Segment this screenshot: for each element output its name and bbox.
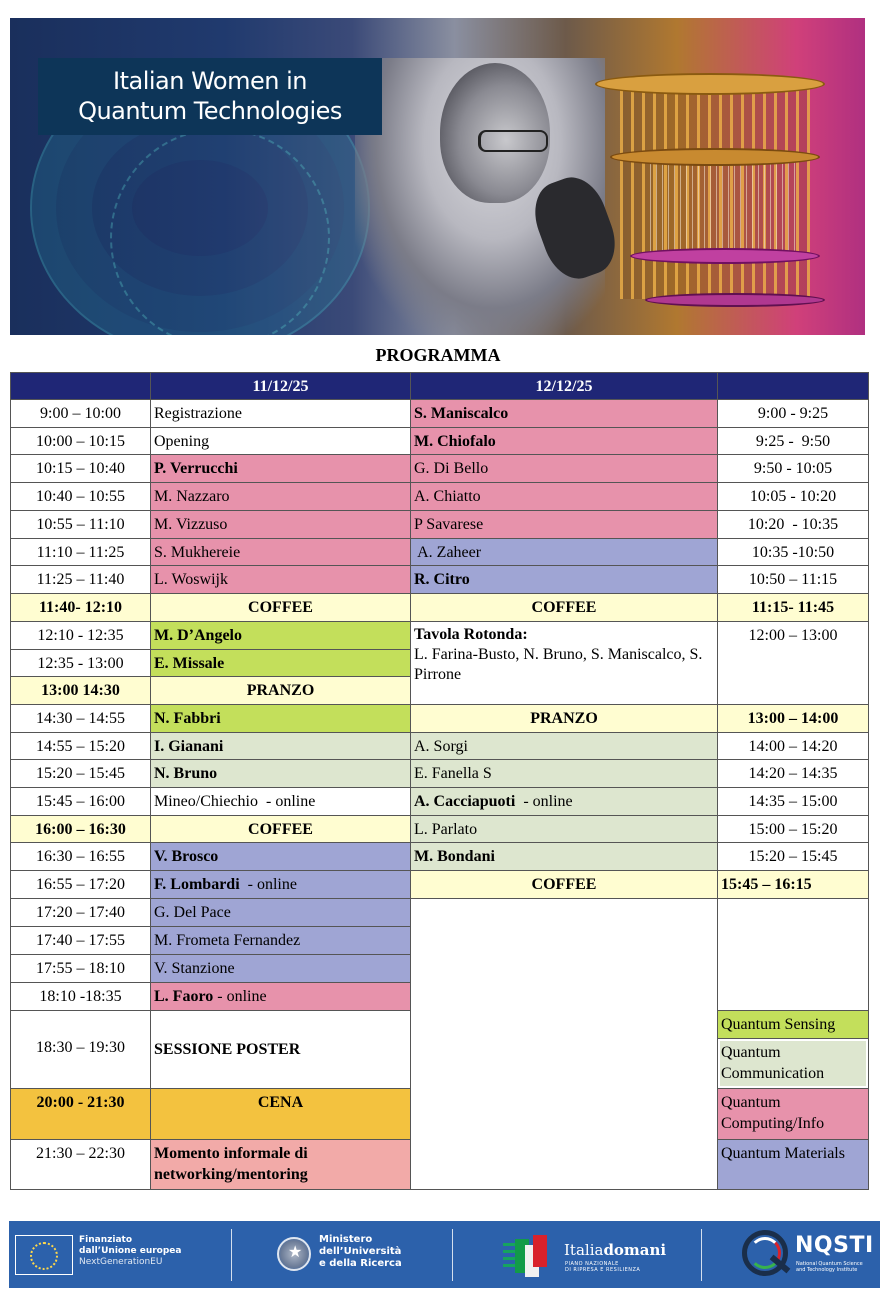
- italiadomani-sub1: PIANO NAZIONALE: [565, 1261, 619, 1267]
- day1-time: 11:25 – 11:40: [10, 566, 151, 594]
- nqsti-sub1: National Quantum Science: [796, 1261, 863, 1267]
- day1-time: 15:20 – 15:45: [10, 760, 151, 788]
- day1-talk: V. Stanzione: [151, 955, 411, 983]
- day1-time: 16:55 – 17:20: [10, 871, 151, 899]
- mur-line1: Ministero: [319, 1234, 373, 1245]
- eu-line3: NextGenerationEU: [79, 1257, 163, 1267]
- day1-talk: M. Vizzuso: [151, 511, 411, 539]
- day2-time: 9:25 - 9:50: [718, 428, 869, 455]
- banner-glasses-icon: [478, 130, 548, 152]
- day1-time: 17:40 – 17:55: [10, 927, 151, 955]
- day1-time: 10:15 – 10:40: [10, 455, 151, 483]
- day1-time: 10:55 – 11:10: [10, 511, 151, 539]
- day2-empty-block: [411, 899, 718, 1190]
- logo-divider: [231, 1229, 232, 1281]
- day1-talk: M. Frometa Fernandez: [151, 927, 411, 955]
- day1-time: 10:40 – 10:55: [10, 483, 151, 511]
- day2-talk: P Savarese: [411, 511, 718, 539]
- italiadomani-flag-icon: [503, 1231, 553, 1281]
- italian-republic-emblem-icon: ★: [277, 1237, 311, 1271]
- day2-talk: G. Di Bello: [411, 455, 718, 483]
- day2-time: 10:35 -10:50: [718, 539, 869, 566]
- speaker-name: F. Lombardi: [154, 876, 240, 893]
- day1-time: 11:10 – 11:25: [10, 539, 151, 566]
- italiadomani-sub2: DI RIPRESA E RESILIENZA: [565, 1267, 641, 1273]
- day1-coffee-break: COFFEE: [151, 594, 411, 622]
- day1-talk: I. Gianani: [151, 733, 411, 760]
- italiadomani-subtitle: [565, 1261, 640, 1273]
- day1-time: 10:00 – 10:15: [10, 428, 151, 455]
- day1-time: 14:30 – 14:55: [10, 705, 151, 733]
- day1-dinner: CENA: [151, 1089, 411, 1140]
- day1-talk: M. Nazzaro: [151, 483, 411, 511]
- banner-cryostat-image: [590, 18, 840, 335]
- day1-talk: N. Fabbri: [151, 705, 411, 733]
- day2-talk: M. Chiofalo: [411, 428, 718, 455]
- nqsti-q-logo-icon: [742, 1230, 788, 1276]
- day1-networking: Momento informale di networking/mentoring: [151, 1140, 411, 1190]
- speaker-name: A. Cacciapuoti: [414, 793, 516, 810]
- day2-coffee-break: COFFEE: [411, 594, 718, 622]
- day1-poster-session: SESSIONE POSTER: [151, 1011, 411, 1089]
- day2-time-coffee: 11:15- 11:45: [718, 594, 869, 622]
- day2-time: 14:20 – 14:35: [718, 760, 869, 788]
- day2-lunch-break: PRANZO: [411, 705, 718, 733]
- day1-time: 12:10 - 12:35: [10, 622, 151, 650]
- day1-time: 17:55 – 18:10: [10, 955, 151, 983]
- banner-swirl-decoration: [110, 128, 330, 335]
- day2-time: 14:00 – 14:20: [718, 733, 869, 760]
- nqsti-name: NQSTI: [795, 1233, 874, 1258]
- day2-talk: [411, 788, 718, 816]
- round-table-participants: L. Farina-Busto, N. Bruno, S. Maniscalco, S. Pirrone: [414, 646, 703, 683]
- banner-title-line2: Quantum Technologies: [78, 97, 342, 125]
- mur-line3: e della Ricerca: [319, 1258, 402, 1269]
- header-day1: 11/12/25: [151, 372, 411, 400]
- header-day2-time-col: [718, 372, 869, 400]
- eu-line1: Finanziato: [79, 1235, 133, 1245]
- round-table-title: Tavola Rotonda:: [414, 626, 528, 643]
- legend-quantum-computing: Quantum Computing/Info: [718, 1089, 869, 1140]
- online-note: - online: [213, 988, 267, 1005]
- header-time-col: [10, 372, 151, 400]
- day1-time: 9:00 – 10:00: [10, 400, 151, 428]
- day2-time: 14:35 – 15:00: [718, 788, 869, 816]
- banner-title: [38, 58, 382, 135]
- mur-text: [319, 1234, 402, 1270]
- day1-talk: P. Verrucchi: [151, 455, 411, 483]
- legend-quantum-sensing: Quantum Sensing: [718, 1011, 869, 1039]
- day2-time: 10:50 – 11:15: [718, 566, 869, 594]
- italiadomani-name-b: domani: [603, 1241, 667, 1259]
- day1-talk: S. Mukhereie: [151, 539, 411, 566]
- day1-event: Opening: [151, 428, 411, 455]
- day2-talk: A. Sorgi: [411, 733, 718, 760]
- day2-talk: A. Chiatto: [411, 483, 718, 511]
- nqsti-subtitle: [796, 1261, 863, 1273]
- day1-talk: [151, 871, 411, 899]
- day2-time: 9:50 - 10:05: [718, 455, 869, 483]
- logo-divider: [701, 1229, 702, 1281]
- day1-talk: V. Brosco: [151, 843, 411, 871]
- day2-coffee-break: COFFEE: [411, 871, 718, 899]
- day2-time-lunch: 13:00 – 14:00: [718, 705, 869, 733]
- header-day2: 12/12/25: [411, 372, 718, 400]
- day2-talk: M. Bondani: [411, 843, 718, 871]
- legend-quantum-communication-label: Quantum Communication: [720, 1041, 866, 1086]
- day1-coffee-break: COFFEE: [151, 816, 411, 843]
- day2-time: 15:00 – 15:20: [718, 816, 869, 843]
- legend-quantum-communication: [718, 1039, 869, 1089]
- day1-time: 18:30 – 19:30: [10, 1011, 151, 1089]
- day1-time: 17:20 – 17:40: [10, 899, 151, 927]
- day1-time: 18:10 -18:35: [10, 983, 151, 1011]
- day1-time: 21:30 – 22:30: [10, 1140, 151, 1190]
- legend-spacer: [718, 899, 869, 1011]
- day1-talk: [151, 788, 411, 816]
- day2-time: 15:20 – 15:45: [718, 843, 869, 871]
- day1-time-coffee: 11:40- 12:10: [10, 594, 151, 622]
- logo-divider: [452, 1229, 453, 1281]
- legend-quantum-materials: Quantum Materials: [718, 1140, 869, 1190]
- speaker-name: L. Faoro: [154, 988, 214, 1005]
- online-note: - online: [257, 793, 316, 810]
- day2-talk: E. Fanella S: [411, 760, 718, 788]
- day1-talk: L. Woswijk: [151, 566, 411, 594]
- day1-time-lunch: 13:00 14:30: [10, 677, 151, 705]
- mur-line2: dell’Università: [319, 1246, 402, 1257]
- day1-time: 16:30 – 16:55: [10, 843, 151, 871]
- day2-talk: A. Zaheer: [411, 539, 718, 566]
- day1-talk: G. Del Pace: [151, 899, 411, 927]
- banner-title-line1: Italian Women in: [113, 67, 307, 95]
- day1-time: 14:55 – 15:20: [10, 733, 151, 760]
- eu-line2: dall’Unione europea: [79, 1246, 182, 1256]
- online-note: - online: [239, 876, 297, 893]
- program-title: PROGRAMMA: [375, 345, 501, 365]
- day2-round-table: [411, 622, 718, 705]
- day1-time: 12:35 - 13:00: [10, 650, 151, 677]
- eu-funding-text: [79, 1235, 182, 1268]
- day2-talk: R. Citro: [411, 566, 718, 594]
- day2-time: 12:00 – 13:00: [718, 622, 869, 705]
- day2-time-coffee: 15:45 – 16:15: [718, 871, 869, 899]
- day2-talk: S. Maniscalco: [411, 400, 718, 428]
- day1-talk: N. Bruno: [151, 760, 411, 788]
- online-note: - online: [515, 793, 573, 810]
- day2-time: 10:20 - 10:35: [718, 511, 869, 539]
- day1-time-dinner: 20:00 - 21:30: [10, 1089, 151, 1140]
- day1-talk: [151, 983, 411, 1011]
- day1-time-coffee: 16:00 – 16:30: [10, 816, 151, 843]
- day1-event: Registrazione: [151, 400, 411, 428]
- event-banner: [10, 18, 865, 335]
- day2-time: 9:00 - 9:25: [718, 400, 869, 428]
- nqsti-sub2: and Technology Institute: [796, 1267, 858, 1273]
- speaker-name: Mineo/Chiechio: [154, 793, 258, 810]
- day1-time: 15:45 – 16:00: [10, 788, 151, 816]
- day2-talk: L. Parlato: [411, 816, 718, 843]
- day2-time: 10:05 - 10:20: [718, 483, 869, 511]
- italiadomani-name-a: Italia: [564, 1241, 604, 1259]
- italiadomani-name: [564, 1241, 666, 1259]
- funding-logos-bar: [9, 1221, 880, 1288]
- day1-talk: E. Missale: [151, 650, 411, 677]
- eu-flag-icon: [15, 1235, 73, 1275]
- day1-lunch-break: PRANZO: [151, 677, 411, 705]
- day1-talk: M. D’Angelo: [151, 622, 411, 650]
